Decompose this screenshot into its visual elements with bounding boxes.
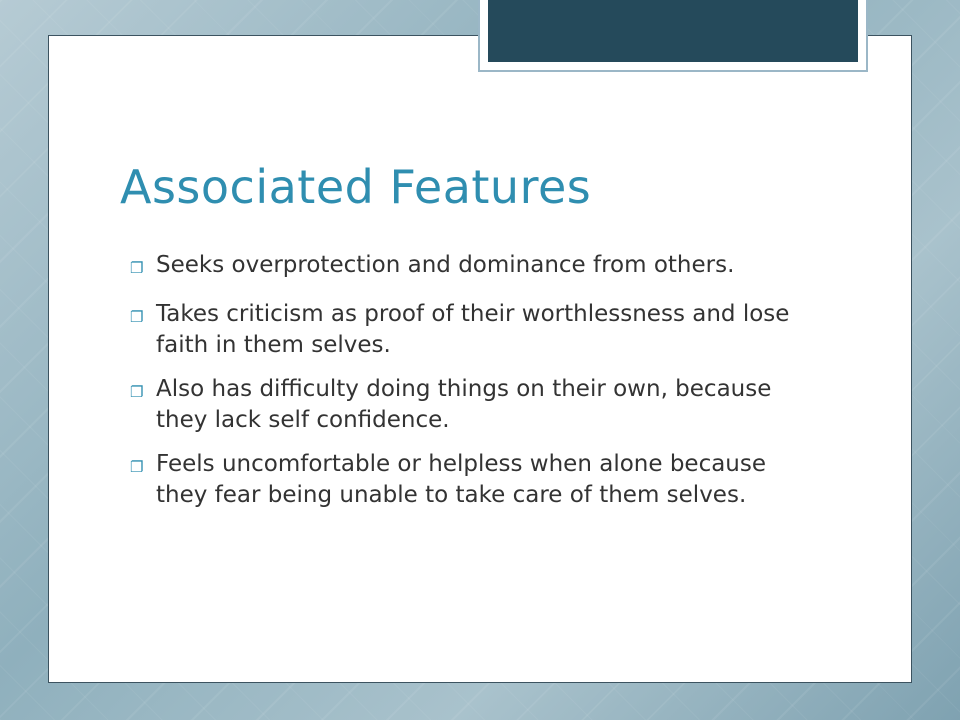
bullet-list [130,250,820,524]
accent-bar [488,0,858,62]
bullet-item [130,299,820,361]
bullet-icon: ❐ [130,259,144,277]
bullet-text: Also has difficulty doing things on their own, because they lack self confidence. [156,376,772,433]
bullet-icon: ❐ [130,458,144,476]
slide-title: Associated Features [120,160,592,214]
bullet-text: Seeks overprotection and dominance from others. [156,252,735,278]
bullet-icon: ❐ [130,308,144,326]
bullet-text: Feels uncomfortable or helpless when alone because they fear being unable to take care of them selves. [156,451,767,508]
bullet-item [130,449,820,511]
bullet-text: Takes criticism as proof of their worthlessness and lose faith in them selves. [156,301,790,358]
bullet-item [130,374,820,436]
bullet-icon: ❐ [130,383,144,401]
bullet-item [130,250,820,286]
